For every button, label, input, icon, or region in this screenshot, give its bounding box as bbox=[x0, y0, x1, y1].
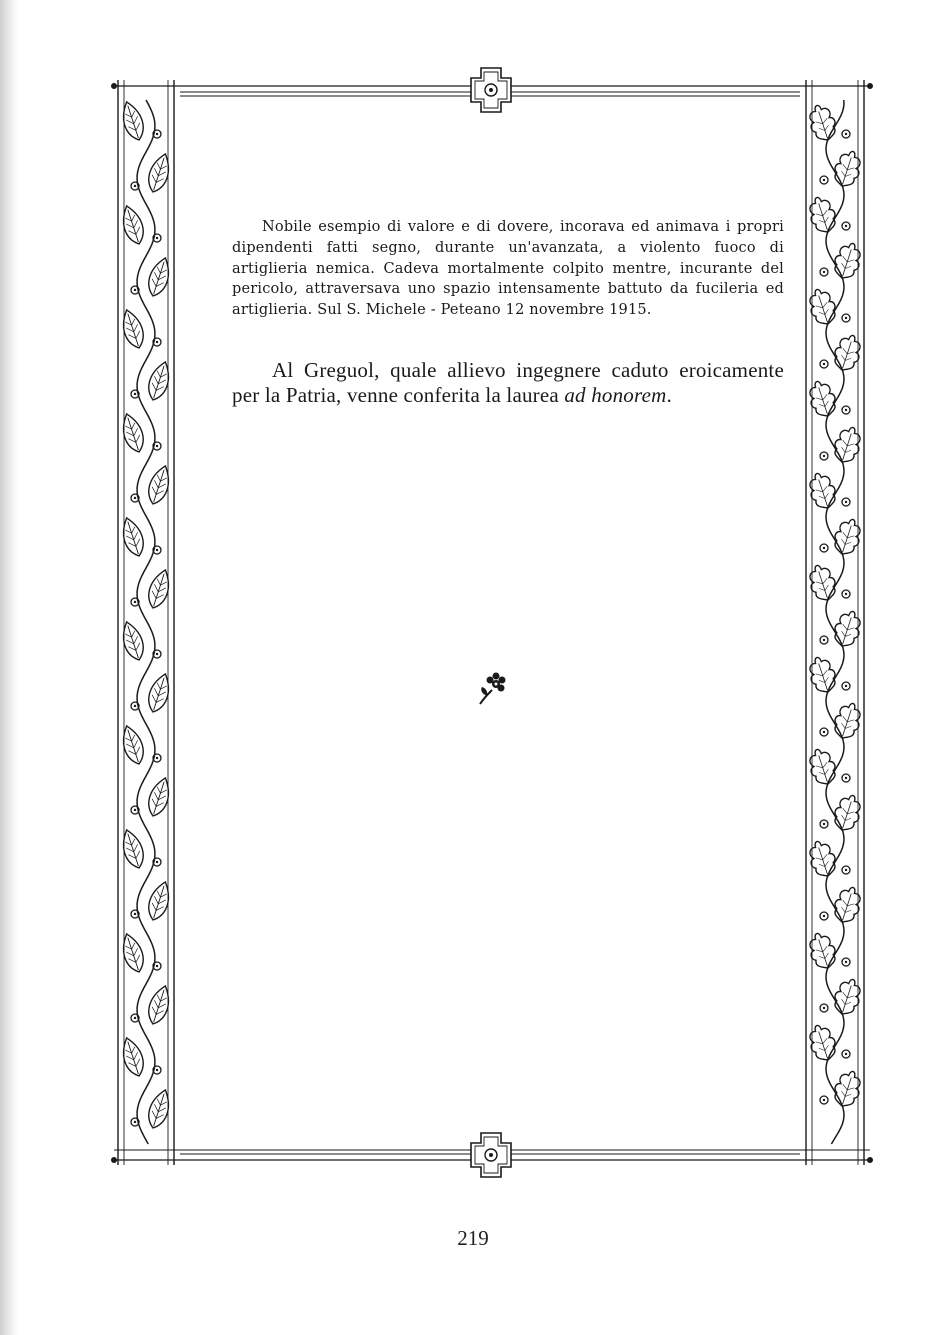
flower-ornament-icon bbox=[476, 670, 512, 710]
laurea-paragraph bbox=[232, 358, 784, 408]
citation-paragraph: Nobile esempio di valore e di dovere, incorava ed animava i propri dipendenti fatti segno, durante un'avanzata, a violento fuoco di artiglieria nemica. Cadeva mortalmente colpito mentre, incurante del pericolo, attraversava uno spazio intensamente battuto da fucileria ed artiglieria. Sul S. Michele - Peteano 12 novembre 1915. bbox=[232, 219, 784, 319]
laurea-italic: ad honorem bbox=[564, 383, 667, 407]
laurea-end: . bbox=[666, 383, 672, 407]
laurea-text: Al Greguol, quale allievo ingegnere caduto eroicamente per la Patria, venne conferita la laurea bbox=[232, 358, 784, 407]
page-number: 219 bbox=[457, 1226, 489, 1250]
